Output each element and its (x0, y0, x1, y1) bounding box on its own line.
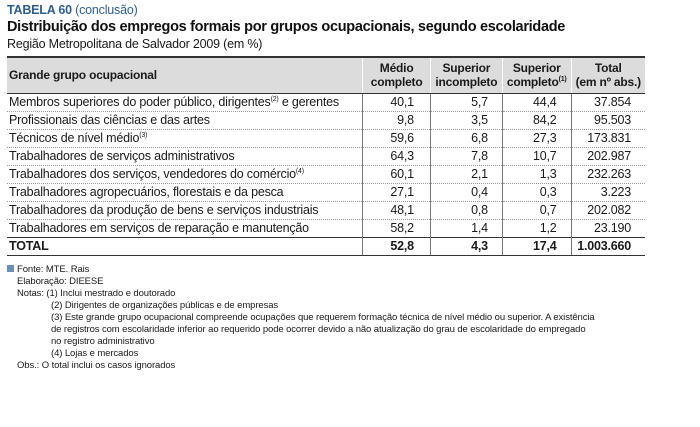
table-document (7, 3, 691, 372)
source-note: Fonte: MTE. Rais (17, 264, 90, 275)
row-label: Profissionais das ciências e das artes (9, 113, 210, 127)
column-header-total (571, 57, 645, 94)
source-marker-icon (7, 265, 14, 272)
table-row (7, 220, 645, 238)
cell-total: 173.831 (571, 130, 645, 148)
total-row (7, 238, 645, 256)
row-label-cell (7, 220, 363, 238)
cell-superior-incompleto: 3,5 (430, 112, 502, 130)
note-1: (1) Inclui mestrado e doutorado (46, 288, 176, 299)
table-row (7, 94, 645, 112)
cell-superior-incompleto: 7,8 (430, 148, 502, 166)
column-header-sup-comp-line2: completo (506, 75, 559, 89)
cell-medio-completo: 58,2 (363, 220, 431, 238)
cell-total: 202.987 (571, 148, 645, 166)
row-footnote-ref: (4) (295, 168, 304, 175)
note-3-line-1: (3) Este grande grupo ocupacional compreende ocupações que requerem formação técnica de nível médio ou superior. A existência (51, 312, 595, 323)
cell-superior-incompleto: 0,4 (430, 184, 502, 202)
cell-medio-completo: 48,1 (363, 202, 431, 220)
column-header-sup-comp-note: (1) (558, 76, 567, 83)
row-label: Técnicos de nível médio (9, 131, 140, 145)
table-notes (7, 264, 691, 372)
total-absolute: 1.003.660 (571, 238, 645, 256)
row-label-cell (7, 166, 363, 184)
cell-superior-completo: 1,2 (502, 220, 571, 238)
column-header-medio-line2: completo (370, 75, 423, 89)
table-row (7, 166, 645, 184)
note-4: (4) Lojas e mercados (51, 348, 139, 359)
cell-medio-completo: 64,3 (363, 148, 431, 166)
note-3-line-3: no registro administrativo (51, 336, 155, 347)
row-label-cell (7, 112, 363, 130)
cell-superior-completo: 44,4 (502, 94, 571, 112)
table-header-row (7, 57, 645, 94)
cell-superior-completo: 0,3 (502, 184, 571, 202)
table-row (7, 202, 645, 220)
column-header-medio (363, 57, 431, 94)
cell-medio-completo: 40,1 (363, 94, 431, 112)
cell-superior-completo: 84,2 (502, 112, 571, 130)
data-table (7, 56, 645, 256)
row-label-cell (7, 130, 363, 148)
cell-superior-incompleto: 1,4 (430, 220, 502, 238)
row-label: Trabalhadores agropecuários, florestais e da pesca (9, 185, 284, 199)
row-label: Trabalhadores de serviços administrativos (9, 149, 235, 163)
cell-medio-completo: 60,1 (363, 166, 431, 184)
row-label-cell (7, 184, 363, 202)
total-superior-completo: 17,4 (502, 238, 571, 256)
column-header-sup-comp-line1: Superior (512, 61, 561, 75)
column-header-superior-completo (502, 57, 571, 94)
column-header-total-line2: (em nº abs.) (575, 75, 641, 89)
table-label (7, 3, 691, 18)
table-row (7, 112, 645, 130)
cell-total: 95.503 (571, 112, 645, 130)
table-row (7, 184, 645, 202)
cell-total: 3.223 (571, 184, 645, 202)
cell-medio-completo: 9,8 (363, 112, 431, 130)
column-header-sup-inc-line2: incompleto (435, 75, 498, 89)
column-header-medio-line1: Médio (379, 61, 414, 75)
row-footnote-ref: (3) (139, 132, 148, 139)
cell-total: 232.263 (571, 166, 645, 184)
cell-superior-completo: 0,7 (502, 202, 571, 220)
cell-superior-completo: 1,3 (502, 166, 571, 184)
table-number: TABELA 60 (7, 3, 72, 17)
cell-superior-incompleto: 2,1 (430, 166, 502, 184)
cell-total: 202.082 (571, 202, 645, 220)
table-row (7, 130, 645, 148)
note-2: (2) Dirigentes de organizações públicas e de empresas (51, 300, 279, 311)
column-header-group: Grande grupo ocupacional (7, 57, 363, 94)
column-header-sup-inc-line1: Superior (442, 61, 491, 75)
total-label: TOTAL (7, 238, 363, 256)
total-medio-completo: 52,8 (363, 238, 431, 256)
cell-total: 23.190 (571, 220, 645, 238)
cell-total: 37.854 (571, 94, 645, 112)
table-title: Distribuição dos empregos formais por grupos ocupacionais, segundo escolaridade (7, 19, 566, 35)
row-label: Membros superiores do poder público, dirigentes (9, 95, 271, 109)
row-label: Trabalhadores em serviços de reparação e manutenção (9, 221, 309, 235)
total-superior-incompleto: 4,3 (430, 238, 502, 256)
cell-superior-completo: 10,7 (502, 148, 571, 166)
elaboration-note: Elaboração: DIEESE (17, 276, 104, 287)
row-footnote-ref: (2) (270, 96, 279, 103)
row-label: Trabalhadores da produção de bens e serviços industriais (9, 203, 319, 217)
cell-superior-incompleto: 6,8 (430, 130, 502, 148)
row-label-cell (7, 148, 363, 166)
cell-superior-completo: 27,3 (502, 130, 571, 148)
table-subtitle: Região Metropolitana de Salvador 2009 (em %) (7, 37, 263, 51)
table-row (7, 148, 645, 166)
notes-block (7, 288, 691, 300)
cell-superior-incompleto: 0,8 (430, 202, 502, 220)
column-header-total-line1: Total (594, 61, 622, 75)
row-label: Trabalhadores dos serviços, vendedores do comércio (9, 167, 296, 181)
note-3-line-2: de registros com escolaridade inferior ao requerido pode ocorrer devido a não atualização do grau de escolaridade do empregado (51, 324, 586, 335)
row-label-cell (7, 202, 363, 220)
column-header-superior-incompleto (430, 57, 502, 94)
table-body (7, 94, 645, 256)
table-status: (conclusão) (75, 3, 138, 17)
row-label-cell (7, 94, 363, 112)
cell-medio-completo: 27,1 (363, 184, 431, 202)
cell-superior-incompleto: 5,7 (430, 94, 502, 112)
notes-label: Notas: (17, 288, 44, 299)
obs-note: Obs.: O total inclui os casos ignorados (17, 360, 176, 371)
row-label-suffix: e gerentes (278, 95, 339, 109)
cell-medio-completo: 59,6 (363, 130, 431, 148)
